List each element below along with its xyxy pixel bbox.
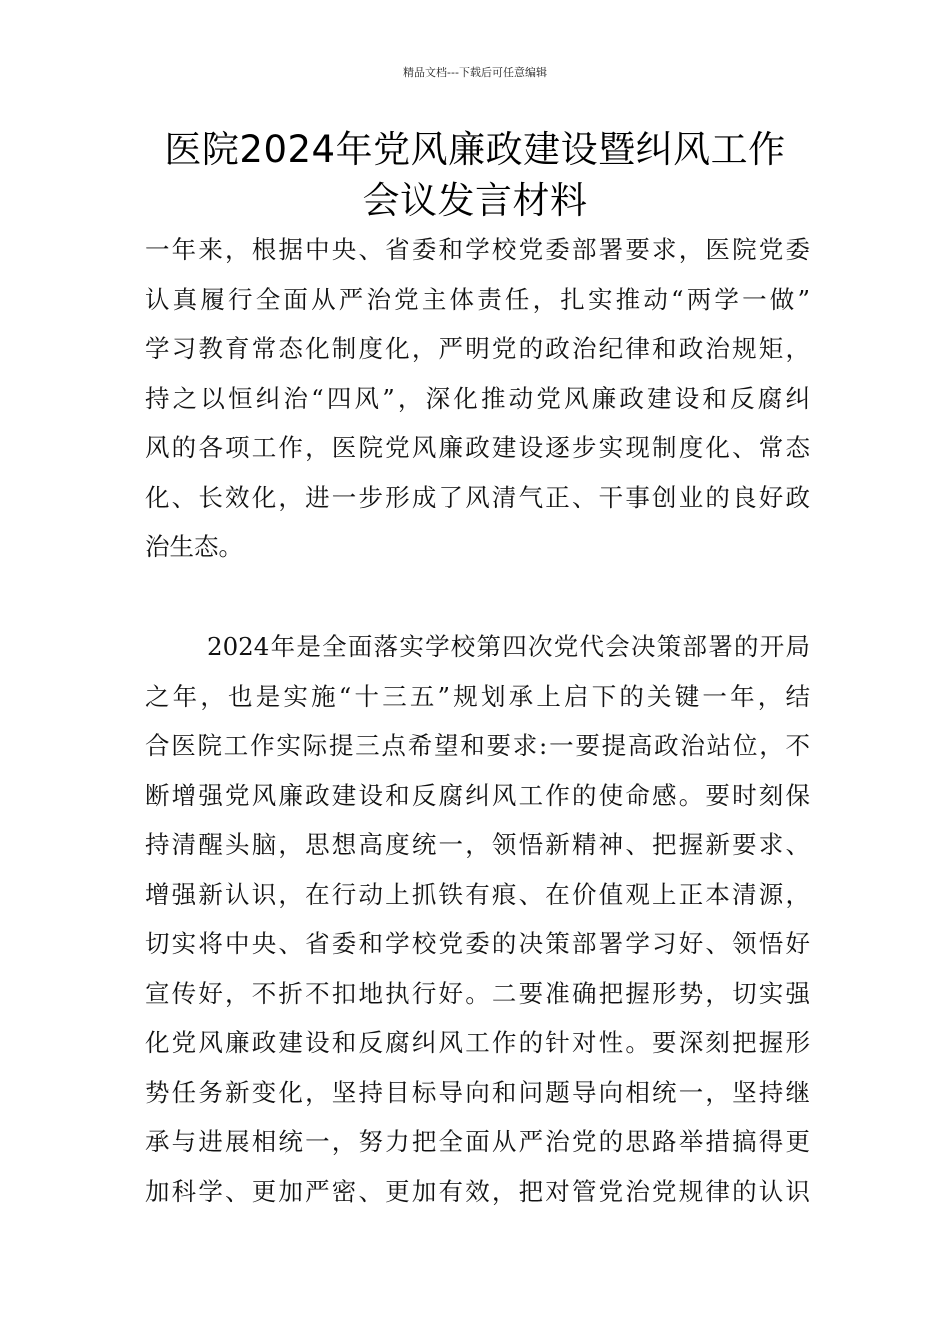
paragraph-line: 合医院工作实际提三点希望和要求:一要提高政治站位，不 <box>145 731 810 760</box>
paragraph-line: 之年，也是实施“十三五”规划承上启下的关键一年，结 <box>145 681 810 711</box>
paragraph-line: 认真履行全面从严治党主体责任，扎实推动“两学一做” <box>145 284 810 314</box>
paragraph-line: 持之以恒纠治“四风”，深化推动党风廉政建设和反腐纠 <box>145 383 810 413</box>
paragraph-line: 切实将中央、省委和学校党委的决策部署学习好、领悟好 <box>145 929 810 958</box>
paragraph-line: 一年来，根据中央、省委和学校党委部署要求，医院党委 <box>145 235 810 264</box>
header-note: 精品文档---下载后可任意编辑 <box>403 66 547 79</box>
paragraph-line: 治生态。 <box>145 532 243 561</box>
paragraph-2 <box>145 622 810 1216</box>
paragraph-line: 增强新认识，在行动上抓铁有痕、在价值观上正本清源， <box>145 879 810 909</box>
paragraph-line: 风的各项工作，医院党风廉政建设逐步实现制度化、常态 <box>145 433 810 462</box>
paragraph-line: 势任务新变化，坚持目标导向和问题导向相统一，坚持继 <box>145 1077 810 1107</box>
paragraph-line: 加科学、更加严密、更加有效，把对管党治党规律的认识 <box>145 1176 810 1206</box>
title-line: 会议发言材料 <box>362 179 588 222</box>
document-title <box>120 124 830 226</box>
paragraph-line: 承与进展相统一，努力把全面从严治党的思路举措搞得更 <box>145 1127 810 1156</box>
paragraph-line: 2024年是全面落实学校第四次党代会决策部署的开局 <box>207 632 810 661</box>
paragraph-1 <box>145 225 810 572</box>
paragraph-line: 化党风廉政建设和反腐纠风工作的针对性。要深刻把握形 <box>145 1028 810 1057</box>
paragraph-line: 断增强党风廉政建设和反腐纠风工作的使命感。要时刻保 <box>145 780 810 810</box>
paragraph-line: 化、长效化，进一步形成了风清气正、干事创业的良好政 <box>145 482 810 512</box>
paragraph-line: 持清醒头脑，思想高度统一，领悟新精神、把握新要求、 <box>145 830 810 859</box>
paragraph-line: 学习教育常态化制度化，严明党的政治纪律和政治规矩， <box>145 334 810 363</box>
paragraph-line: 宣传好，不折不扣地执行好。二要准确把握形势，切实强 <box>145 978 810 1008</box>
title-line: 医院2024年党风廉政建设暨纠风工作 <box>164 128 786 171</box>
